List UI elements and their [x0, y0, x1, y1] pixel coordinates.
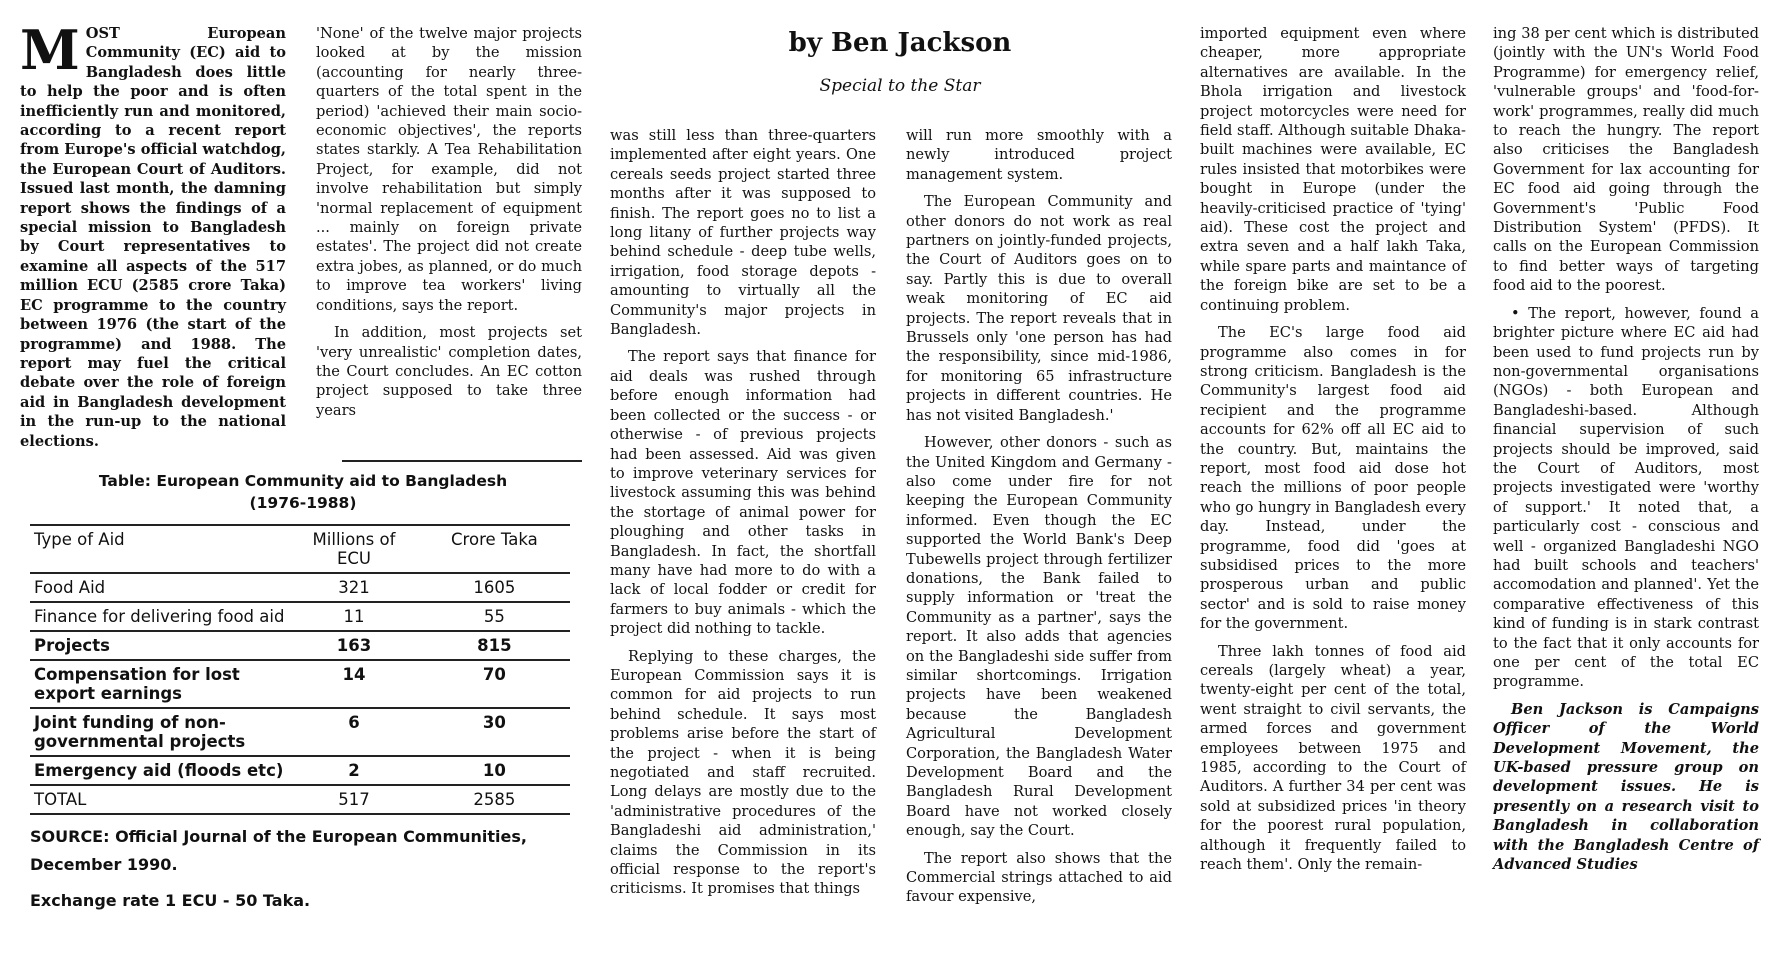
table-row [30, 708, 570, 756]
column-2 [316, 24, 582, 428]
cell-ecu: 6 [289, 708, 419, 756]
cell-taka: 55 [419, 602, 570, 631]
cell-ecu: 14 [289, 660, 419, 708]
column-divider-rule [342, 460, 582, 462]
cell-taka: 10 [419, 756, 570, 785]
column-1 [20, 18, 286, 459]
cell-ecu: 11 [289, 602, 419, 631]
header-taka: Crore Taka [419, 525, 570, 573]
cell-type: Food Aid [30, 573, 289, 602]
paragraph: ing 38 per cent which is distributed (jointly with the UN's World Food Programme) for emergency relief, 'vulnerable groups' and 'food-for-work' programmes, really did much to reach the hungry. The report also criticises the Bangladesh Government for lax accounting for EC food aid going through the Government's 'Public Food Distribution System' (PFDS). It calls on the European Commission to find better ways of targeting food aid to the poorest. [1493, 25, 1759, 295]
byline: by Ben Jackson [788, 28, 1012, 58]
header-ecu: Millions of ECU [289, 525, 419, 573]
paragraph: will run more smoothly with a newly introduced project management system. [906, 127, 1172, 183]
cell-taka: 30 [419, 708, 570, 756]
paragraph: In addition, most projects set 'very unrealistic' completion dates, the Court concludes. An EC cotton project supposed to take three years [316, 324, 582, 419]
table-row [30, 573, 570, 602]
cell-type: Joint funding of non-governmental projects [30, 708, 289, 756]
aid-table-block [30, 470, 576, 915]
cell-type: Projects [30, 631, 289, 660]
column-4 [906, 126, 1172, 915]
cell-ecu: 2 [289, 756, 419, 785]
table-source: SOURCE: Official Journal of the European Communities, December 1990. [30, 827, 527, 874]
table-header-row [30, 525, 570, 573]
cell-ecu: 517 [289, 785, 419, 814]
table-title-line: Table: European Community aid to Bangladesh [98, 472, 508, 490]
paragraph: 'None' of the twelve major projects looked at by the mission (accounting for nearly three-quarters of the total spent in the period) 'achieved their main socio-economic objectives', the reports states starkly. A Tea Rehabilitation Project, for example, did not involve rehabilitation but simply 'normal replacement of equipment ... mainly on foreign private estates'. The project did not create extra jobes, as planned, or do much to improve tea workers' living conditions, says the report. [316, 25, 582, 314]
header-type: Type of Aid [30, 525, 289, 573]
cell-taka: 1605 [419, 573, 570, 602]
author-bio: Ben Jackson is Campaigns Officer of the World Development Movement, the UK-based pressure group on development issues. He is presently on a research visit to Bangladesh in collaboration with the Bangladesh Centre of Advanced Studies [1493, 700, 1759, 874]
paragraph: The report also shows that the Commercial strings attached to aid favour expensive, [906, 849, 1172, 906]
exchange-rate-note: Exchange rate 1 ECU - 50 Taka. [30, 891, 311, 910]
cell-taka: 2585 [419, 785, 570, 814]
table-row [30, 660, 570, 708]
paragraph: was still less than three-quarters implemented after eight years. One cereals seeds project started three months after it was supposed to finish. The report goes no to list a long litany of further projects way behind schedule - deep tube wells, irrigation, food storage depots - amounting to virtually all the Community's major projects in Bangladesh. [610, 127, 876, 339]
cell-type: Emergency aid (floods etc) [30, 756, 289, 785]
aid-table [30, 524, 570, 815]
table-title [30, 470, 576, 514]
paragraph: imported equipment even where cheaper, more appropriate alternatives are available. In the Bhola irrigation and livestock project motorcycles were need for field staff. Although suitable Dhaka-built machines were available, EC rules insisted that motorbikes were bought in Europe (under the heavily-criticised practice of 'tying' aid). These cost the project and extra seven and a half lakh Taka, while spare parts and maintance of the foreign bike are set to be a continuing problem. [1200, 25, 1466, 314]
subline: Special to the Star [819, 76, 981, 96]
table-row [30, 756, 570, 785]
column-6 [1493, 24, 1759, 882]
cell-ecu: 321 [289, 573, 419, 602]
cell-ecu: 163 [289, 631, 419, 660]
table-title-years: (1976-1988) [249, 494, 357, 512]
paragraph: • The report, however, found a brighter picture where EC aid had been used to fund projects run by non-governmental organisations (NGOs) - both European and Bangladeshi-based. Although financial supervision of such projects should be improved, said the Court of Auditors, most projects investigated were 'worthy of support.' It noted that, a particularly cost - conscious and well - organized Bangladeshi NGO had built schools and teachers' accomodation and planned'. Yet the comparative effectiveness of this kind of funding is in stark contrast to the fact that it only accounts for one per cent of the total EC programme. [1493, 304, 1759, 691]
cell-type: TOTAL [30, 785, 289, 814]
paragraph: However, other donors - such as the United Kingdom and Germany - also come under fire for not keeping the European Community informed. Even though the EC supported the World Bank's Deep Tubewells project through fertilizer donations, the Bank failed to supply information or 'treat the Community as a partner', says the report. It also adds that agencies on the Bangladeshi side suffer from similar shortcomings. Irrigation projects have been weakened because the Bangladesh Agricultural Development Corporation, the Bangladesh Water Development Board and the Bangladesh Rural Development Board have not worked closely enough, say the Court. [906, 434, 1172, 840]
paragraph: Replying to these charges, the European Commission says it is common for aid projects to run behind schedule. It says most problems arise before the start of the project - when it is being negotiated and staff recruited. Long delays are mostly due to the 'administrative procedures of the Bangladeshi aid administration,' claims the Commission in its official response to the report's criticisms. It promises that things [610, 647, 876, 898]
column-3 [610, 126, 876, 907]
drop-cap: M [20, 18, 80, 82]
table-total-row [30, 785, 570, 814]
cell-taka: 70 [419, 660, 570, 708]
cell-taka: 815 [419, 631, 570, 660]
cell-type: Finance for delivering food aid [30, 602, 289, 631]
cell-type: Compensation for lost export earnings [30, 660, 289, 708]
paragraph: The European Community and other donors do not work as real partners on jointly-funded projects, the Court of Auditors goes on to say. Partly this is due to overall weak monitoring of EC aid projects. The report reveals that in Brussels only 'one person has had the responsibility, since mid-1986, for monitoring 65 infrastructure projects in different countries. He has not visited Bangladesh.' [906, 193, 1172, 424]
lead-paragraph: OST European Community (EC) aid to Bangladesh does little to help the poor and is often inefficiently run and monitored, according to a recent report from Europe's official watchdog, the European Court of Auditors. Issued last month, the damning report shows the findings of a special mission to Bangladesh by Court representatives to examine all aspects of the 517 million ECU (2585 crore Taka) EC programme to the country between 1976 (the start of the programme) and 1988. The report may fuel the critical debate over the role of foreign aid in Bangladesh development in the run-up to the national elections. [20, 25, 286, 450]
table-row [30, 631, 570, 660]
table-row [30, 602, 570, 631]
column-5 [1200, 24, 1466, 882]
paragraph: Three lakh tonnes of food aid cereals (largely wheat) a year, twenty-eight per cent of the total, went straight to civil servants, the armed forces and government employees between 1975 and 1985, according to the Court of Auditors. A further 34 per cent was sold at subsidized prices 'in theory for the poorest rural population, although it frequently failed to reach them'. Only the remain- [1200, 642, 1466, 874]
paragraph: The report says that finance for aid deals was rushed through before enough information had been collected or the success - or otherwise - of previous projects had been assessed. Aid was given to improve veterinary services for livestock assuming this was behind the stortage of animal power for ploughing and other tasks in Bangladesh. In fact, the shortfall many have had more to do with a lack of local fodder or credit for farmers to buy animals - which the project did nothing to tackle. [610, 348, 876, 638]
paragraph: The EC's large food aid programme also comes in for strong criticism. Bangladesh is the Community's largest food aid recipient and the programme accounts for 62% off all EC aid to the country. But, maintains the report, most food aid dose hot reach the millions of poor people who go hungry in Bangladesh every day. Instead, under the programme, food did 'goes at subsidised prices to the more prosperous urban and public sector' and is sold to raise money for the government. [1200, 324, 1466, 633]
